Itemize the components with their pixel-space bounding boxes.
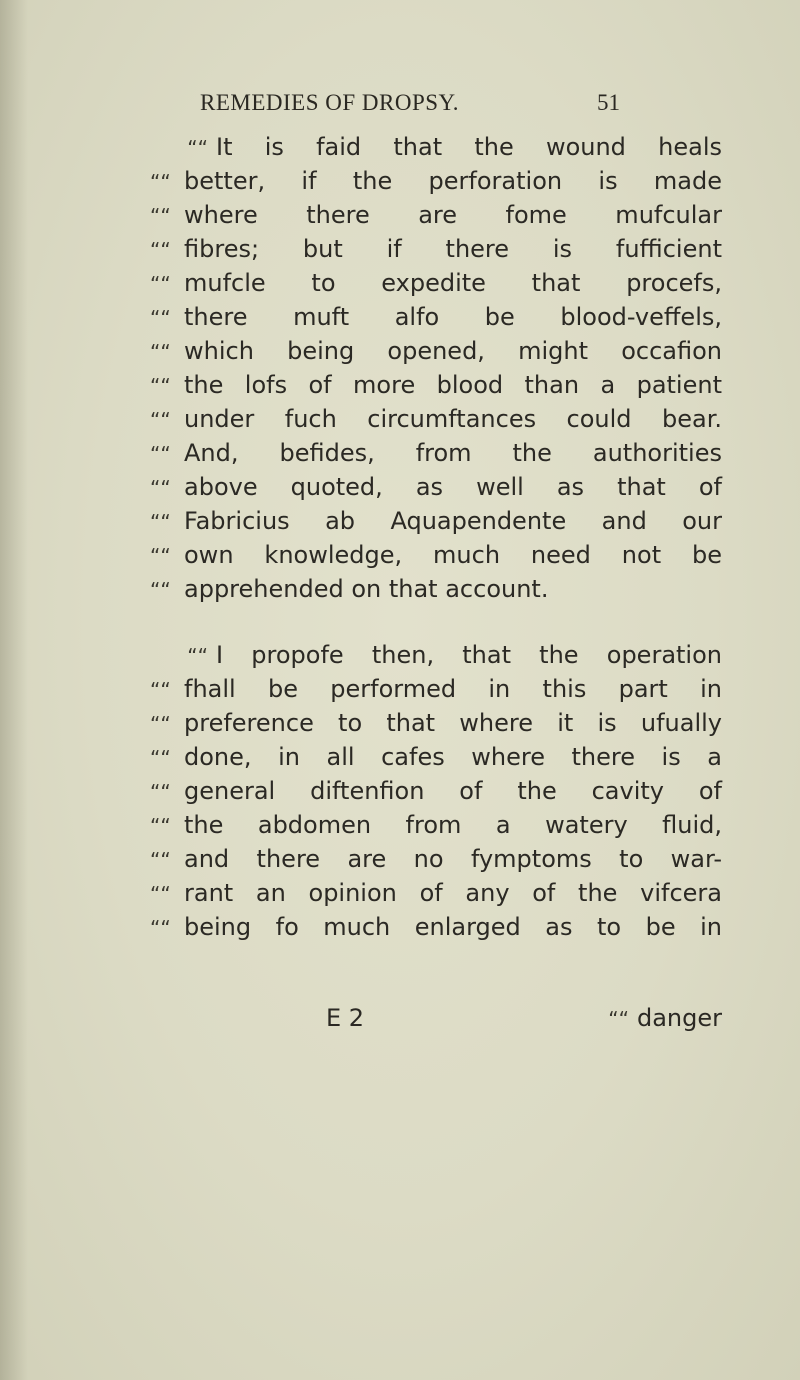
text-line: ““ being fo much enlarged as to be in bbox=[150, 910, 722, 944]
text-line: ““ mufcle to expedite that procefs, bbox=[150, 266, 722, 300]
text-line: ““ general diftenfion of the cavity of bbox=[150, 774, 722, 808]
text-line: ““ preference to that where it is ufually bbox=[150, 706, 722, 740]
binding-shadow bbox=[0, 0, 28, 1380]
text-line: ““ done, in all cafes where there is a bbox=[150, 740, 722, 774]
signature-mark: E 2 bbox=[326, 1004, 365, 1032]
quote-mark: ““ bbox=[150, 204, 171, 228]
page-number: 51 bbox=[597, 90, 620, 115]
quote-mark: ““ bbox=[150, 814, 171, 838]
quote-mark: ““ bbox=[150, 678, 171, 702]
quote-mark: ““ bbox=[150, 272, 171, 296]
quote-mark: ““ bbox=[150, 712, 171, 736]
paragraph-1 bbox=[150, 130, 722, 606]
text-line: ““ the abdomen from a watery fluid, bbox=[150, 808, 722, 842]
paragraph-2 bbox=[150, 638, 722, 944]
text-line: ““ And, befides, from the authorities bbox=[150, 436, 722, 470]
text-line: ““ It is faid that the wound heals bbox=[150, 130, 722, 164]
quote-mark: ““ bbox=[150, 544, 171, 568]
text-line: ““ and there are no fymptoms to war- bbox=[150, 842, 722, 876]
quote-mark: ““ bbox=[187, 136, 208, 160]
text-line: ““ I propofe then, that the operation bbox=[150, 638, 722, 672]
text-line: ““ own knowledge, much need not be bbox=[150, 538, 722, 572]
text-line: ““ Fabricius ab Aquapendente and our bbox=[150, 504, 722, 538]
quote-mark: ““ bbox=[150, 340, 171, 364]
page-header bbox=[200, 90, 620, 124]
quote-mark: ““ bbox=[150, 476, 171, 500]
quote-mark: ““ bbox=[150, 882, 171, 906]
quote-mark: ““ bbox=[150, 510, 171, 534]
quote-mark: ““ bbox=[150, 170, 171, 194]
text-line: ““ fhall be performed in this part in bbox=[150, 672, 722, 706]
quote-mark: ““ bbox=[150, 916, 171, 940]
text-line: ““ which being opened, might occafion bbox=[150, 334, 722, 368]
page-footer bbox=[326, 1004, 722, 1038]
quote-mark: ““ bbox=[150, 578, 171, 602]
quote-mark: ““ bbox=[150, 442, 171, 466]
quote-mark: ““ bbox=[150, 848, 171, 872]
text-line: ““ there muft alfo be blood-veffels, bbox=[150, 300, 722, 334]
catchword-text: danger bbox=[636, 1004, 722, 1032]
text-line: ““ under fuch circumftances could bear. bbox=[150, 402, 722, 436]
quote-mark: ““ bbox=[150, 374, 171, 398]
quote-mark: ““ bbox=[150, 746, 171, 770]
text-line: ““ rant an opinion of any of the vifcera bbox=[150, 876, 722, 910]
text-line: ““ above quoted, as well as that of bbox=[150, 470, 722, 504]
quote-mark: ““ bbox=[150, 306, 171, 330]
quote-mark: ““ bbox=[608, 1007, 629, 1031]
text-line: ““ apprehended on that account. bbox=[150, 572, 722, 606]
body-text bbox=[150, 130, 722, 944]
text-line: ““ fibres; but if there is fufficient bbox=[150, 232, 722, 266]
text-line: ““ where there are fome mufcular bbox=[150, 198, 722, 232]
text-line: ““ better, if the perforation is made bbox=[150, 164, 722, 198]
quote-mark: ““ bbox=[150, 238, 171, 262]
catchword bbox=[608, 1004, 722, 1032]
quote-mark: ““ bbox=[150, 780, 171, 804]
quote-mark: ““ bbox=[150, 408, 171, 432]
text-line: ““ the lofs of more blood than a patient bbox=[150, 368, 722, 402]
running-head: REMEDIES OF DROPSY. bbox=[200, 90, 459, 115]
quote-mark: ““ bbox=[187, 644, 208, 668]
